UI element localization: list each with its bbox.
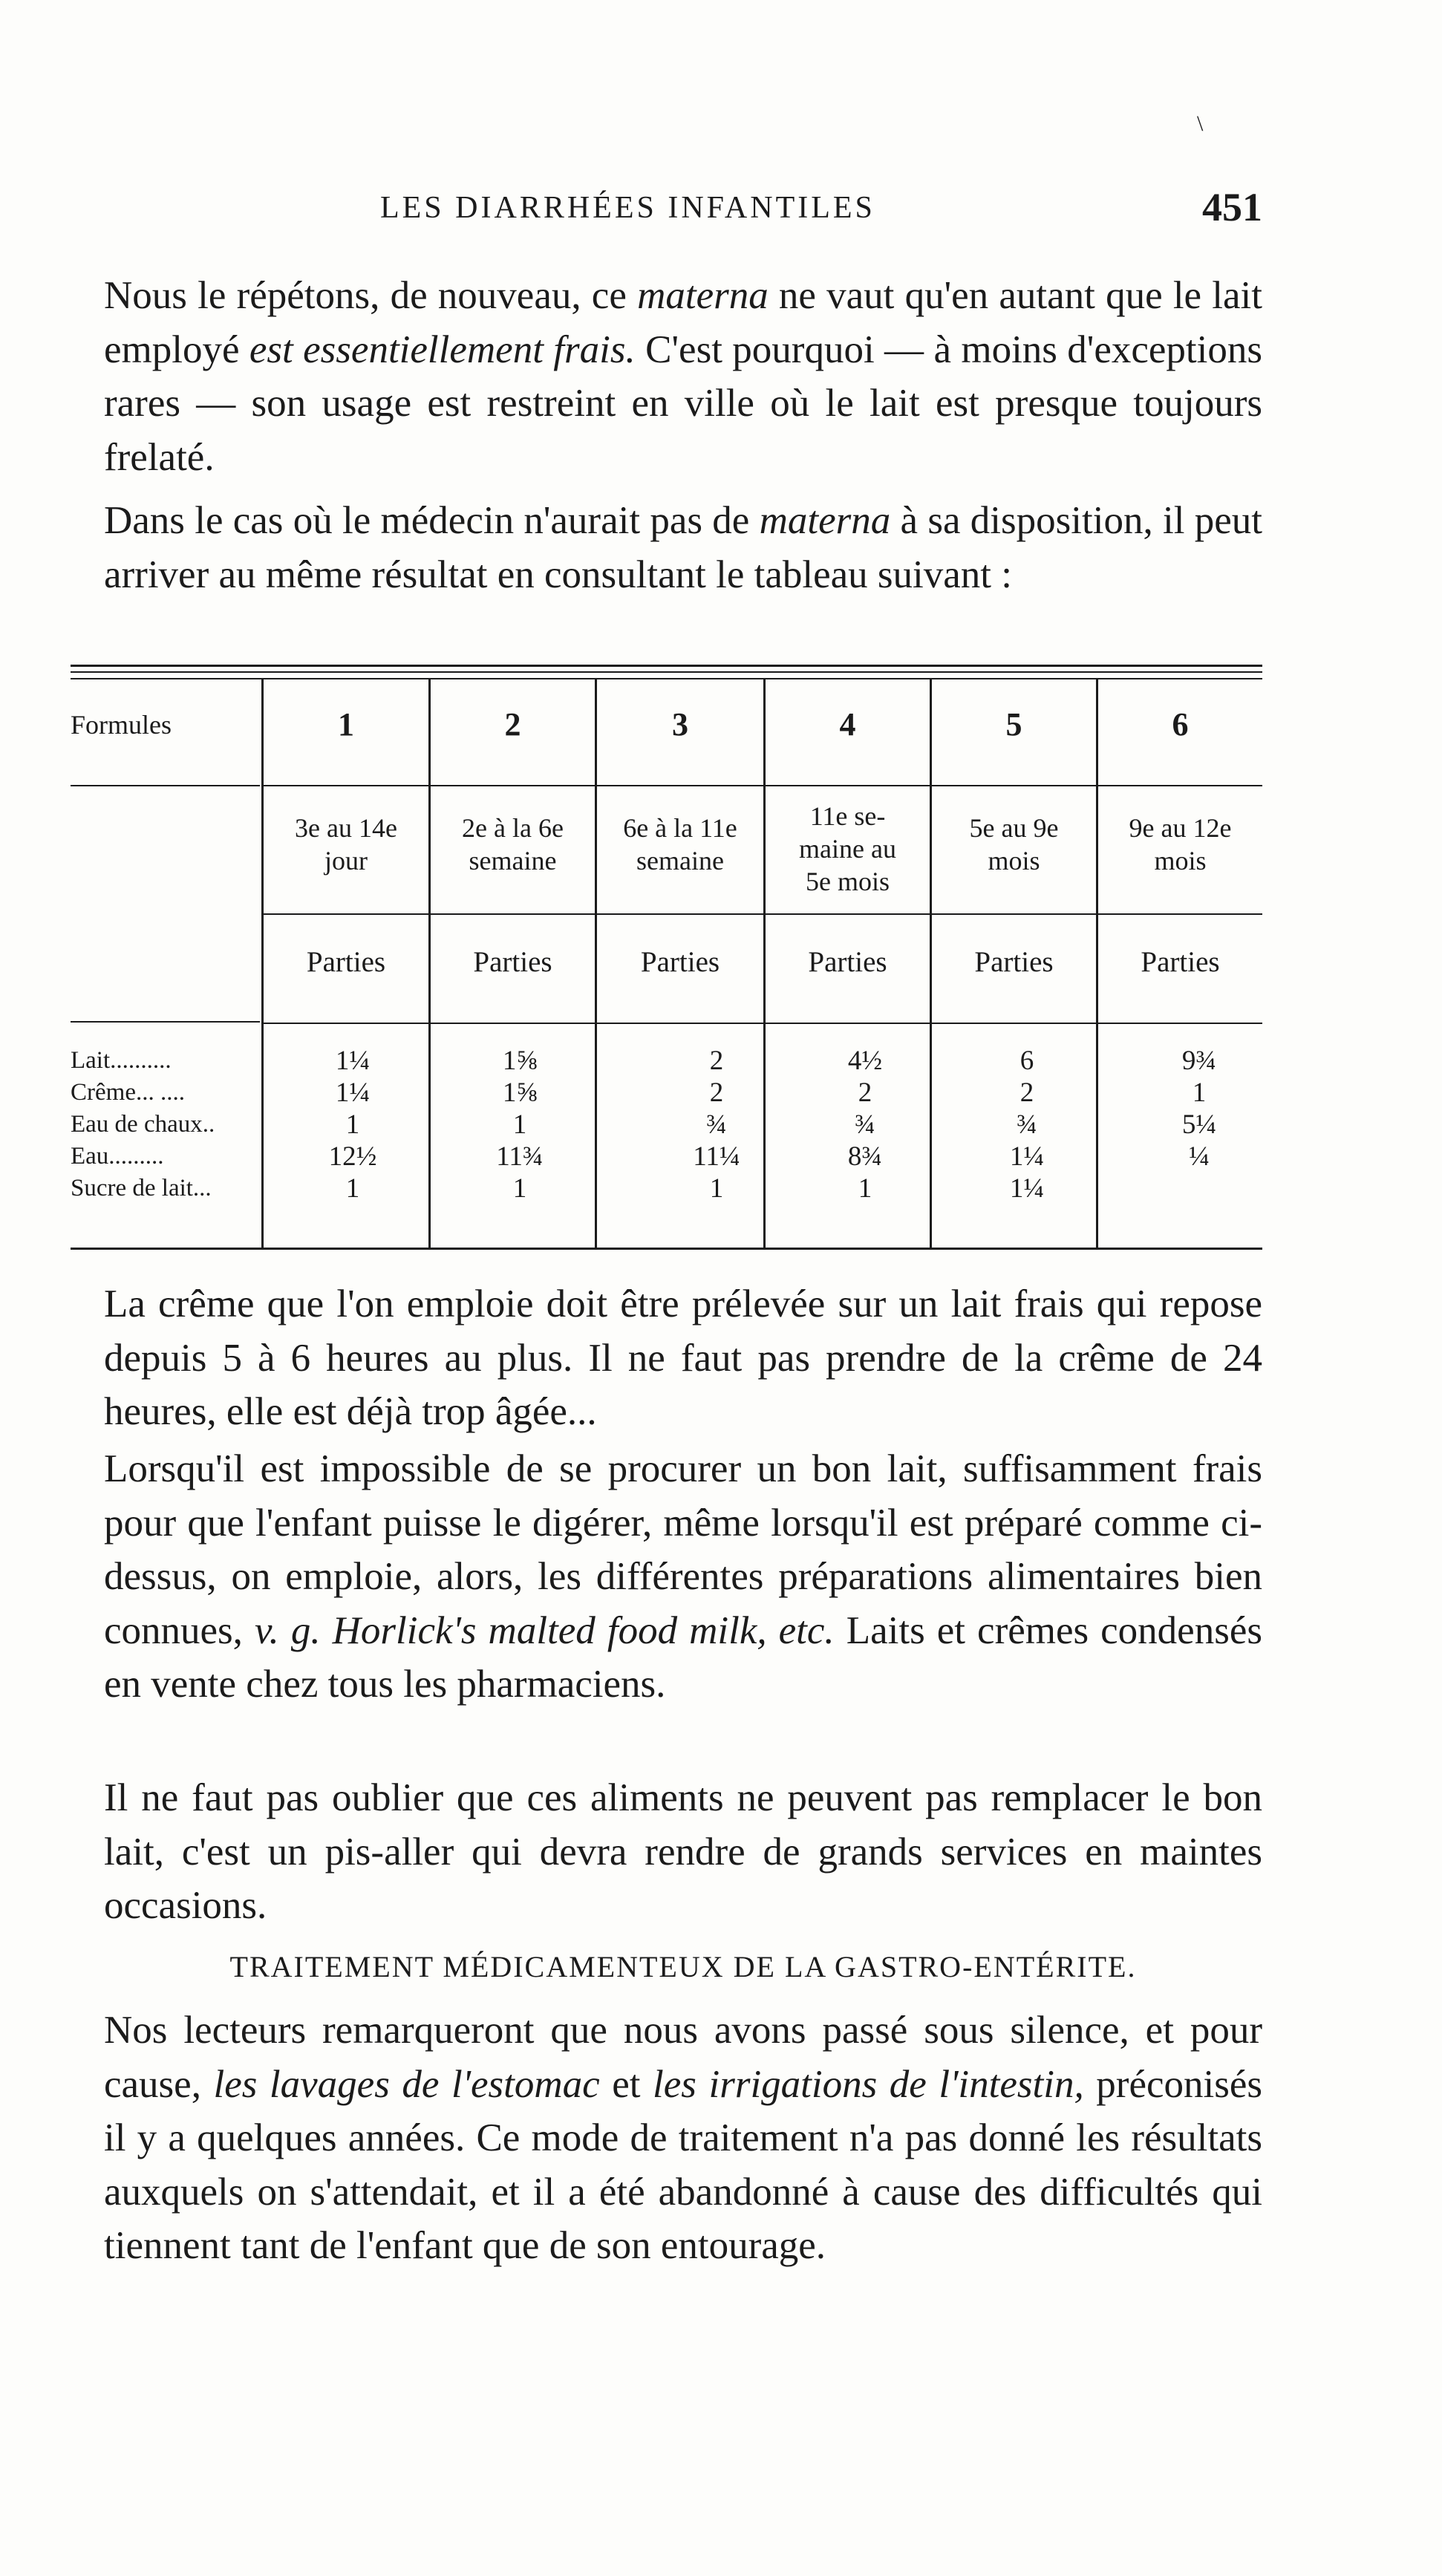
column-unit: Parties (640, 946, 720, 978)
paragraph-6-emphasis-b: les irrigations de l'intestin, (653, 2062, 1084, 2106)
table-top-rule-3 (71, 678, 1262, 679)
table-cell: 1 (1192, 1077, 1207, 1108)
row-rule (71, 785, 260, 786)
table-top-rule-2 (71, 671, 1262, 673)
table-cell: 4½ (847, 1046, 883, 1076)
table-cell: 1⅝ (502, 1077, 538, 1108)
period-line: mois (1154, 846, 1207, 875)
row-label: Lait.......... (71, 1047, 172, 1074)
column-unit: Parties (306, 946, 386, 978)
table-cell: ¼ (1189, 1141, 1210, 1172)
column-period (1098, 812, 1262, 877)
table-cell: 2 (1019, 1077, 1034, 1108)
column-number: 4 (839, 706, 856, 743)
paragraph-2-text-a: Dans le cas où le médecin n'aurait pas de (104, 499, 760, 542)
row-label: Sucre de lait... (71, 1175, 212, 1201)
period-line: maine au (799, 834, 896, 864)
period-line: semaine (636, 846, 724, 875)
section-title: TRAITEMENT MÉDICAMENTEUX DE LA GASTRO-ENTÉRITE. (229, 1950, 1137, 1983)
paragraph-6 (104, 2003, 1262, 2273)
paragraph-1-emphasis-a: materna (637, 274, 769, 317)
table-cell: 1⅝ (502, 1046, 538, 1076)
column-period (264, 812, 428, 877)
column-number: 1 (338, 706, 354, 743)
table-cell: 5¼ (1181, 1109, 1217, 1140)
table-cell: 2 (858, 1077, 872, 1108)
paragraph-6-text-b: et (599, 2062, 653, 2106)
column-unit: Parties (473, 946, 552, 978)
paragraph-6-text-a: Nos lecteurs remarqueront que nous avons passé sous silence, et pour cause, (104, 2009, 1262, 2106)
row-label: Eau......... (71, 1143, 164, 1170)
table-cell: ¾ (855, 1109, 875, 1140)
table-cell: 2 (709, 1077, 724, 1108)
period-line: 3e au 14e (295, 813, 397, 843)
column-unit: Parties (808, 946, 887, 978)
row-rule (71, 1021, 260, 1023)
column-unit: Parties (974, 946, 1054, 978)
row-rule (264, 785, 1262, 786)
formules-label: Formules (71, 710, 172, 740)
table-cell: 11¼ (693, 1141, 740, 1172)
column-number: 5 (1005, 706, 1022, 743)
column-period (932, 812, 1096, 877)
row-rule (264, 1023, 1262, 1024)
paragraph-1-emphasis-b: est essentiellement frais. (249, 327, 636, 371)
paragraph-4-text-a: Lorsqu'il est impossible de se procurer un bon lait, suffisamment frais pour que l'enfant puisse le digérer, même lorsqu'il est préparé comme ci-dessus, on emploie, alors, les différentes préparations alimentaires bien connues, (104, 1447, 1262, 1652)
paragraph-2-emphasis-a: materna (759, 499, 891, 542)
column-number: 6 (1172, 706, 1189, 743)
period-line: semaine (469, 846, 557, 875)
table-cell: 1 (512, 1109, 527, 1140)
table-cell: 11¾ (496, 1141, 544, 1172)
running-title: LES DIARRHÉES INFANTILES (380, 191, 875, 225)
row-label: Crême... .... (71, 1079, 185, 1106)
column-period (766, 800, 930, 898)
period-line: 11e se- (809, 801, 886, 831)
paragraph-1-text-b: ne vaut qu'en autant que le lait employé (104, 274, 1262, 371)
paragraph-2-text-b: à sa disposition, il peut arriver au même résultat en consultant le tableau suivant : (104, 499, 1262, 596)
table-cell: ¾ (706, 1109, 727, 1140)
table-bottom-rule (71, 1248, 1262, 1250)
period-line: mois (988, 846, 1040, 875)
paragraph-2 (104, 494, 1262, 601)
period-line: 5e au 9e (969, 813, 1059, 843)
corner-mark: \ (1197, 111, 1204, 136)
period-line: 2e à la 6e (462, 813, 564, 843)
column-period (431, 812, 595, 877)
table-cell: 1¼ (1009, 1173, 1045, 1204)
table-cell: 1 (858, 1173, 872, 1204)
paragraph-5: Il ne faut pas oublier que ces aliments ne peuvent pas remplacer le bon lait, c'est un pis-aller qui devra rendre de grands services en maintes occasions. (104, 1776, 1262, 1927)
table-cell: 1¼ (335, 1077, 371, 1108)
period-line: 6e à la 11e (623, 813, 737, 843)
column-unit: Parties (1141, 946, 1220, 978)
table-cell: ¾ (1017, 1109, 1037, 1140)
paragraph-4-emphasis-a: v. g. Horlick's malted food milk, etc. (254, 1608, 835, 1652)
paragraph-4-text-b: Laits et crêmes condensés en vente chez tous les pharmaciens. (104, 1608, 1262, 1706)
column-number: 2 (504, 706, 521, 743)
paragraph-6-text-c: préconisés il y a quelques années. Ce mode de traitement n'a pas donné les résultats auxquels on s'attendait, et il a été abandonné à cause des difficultés qui tiennent tant de l'enfant que de son entourage. (104, 2062, 1262, 2267)
table-cell: 6 (1019, 1046, 1034, 1076)
table-cell: 9¾ (1181, 1046, 1217, 1076)
table-cell: 8¾ (847, 1141, 883, 1172)
paragraph-1-text-a: Nous le répétons, de nouveau, ce (104, 274, 638, 317)
page-number: 451 (1202, 185, 1262, 229)
row-label: Eau de chaux.. (71, 1111, 215, 1138)
table-cell: 1¼ (335, 1046, 371, 1076)
paragraph-6-emphasis-a: les lavages de l'estomac (213, 2062, 600, 2106)
paragraph-3: La crême que l'on emploie doit être prélevée sur un lait frais qui repose depuis 5 à 6 heures au plus. Il ne faut pas prendre de la crême de 24 heures, elle est déjà trop âgée... (104, 1282, 1262, 1433)
column-period (597, 812, 763, 877)
row-rule (264, 913, 1262, 915)
column-number: 3 (672, 706, 688, 743)
period-line: 5e mois (806, 867, 890, 896)
feeding-formula-table (71, 665, 1262, 1259)
table-cell: 12½ (328, 1141, 377, 1172)
period-line: jour (324, 846, 368, 875)
page-header (104, 184, 1262, 236)
paragraph-1-text-c: C'est pourquoi — à moins d'exceptions rares — son usage est restreint en ville où le lait est presque toujours frelaté. (104, 327, 1263, 479)
table-cell: 2 (709, 1046, 724, 1076)
table-cell: 1 (709, 1173, 724, 1204)
table-cell: 1 (345, 1173, 360, 1204)
period-line: 9e au 12e (1129, 813, 1232, 843)
paragraph-1 (104, 269, 1262, 484)
table-cell: 1 (512, 1173, 527, 1204)
table-cell: 1¼ (1009, 1141, 1045, 1172)
paragraph-4 (104, 1442, 1262, 1712)
table-cell: 1 (345, 1109, 360, 1140)
table-top-rule-1 (71, 665, 1262, 667)
